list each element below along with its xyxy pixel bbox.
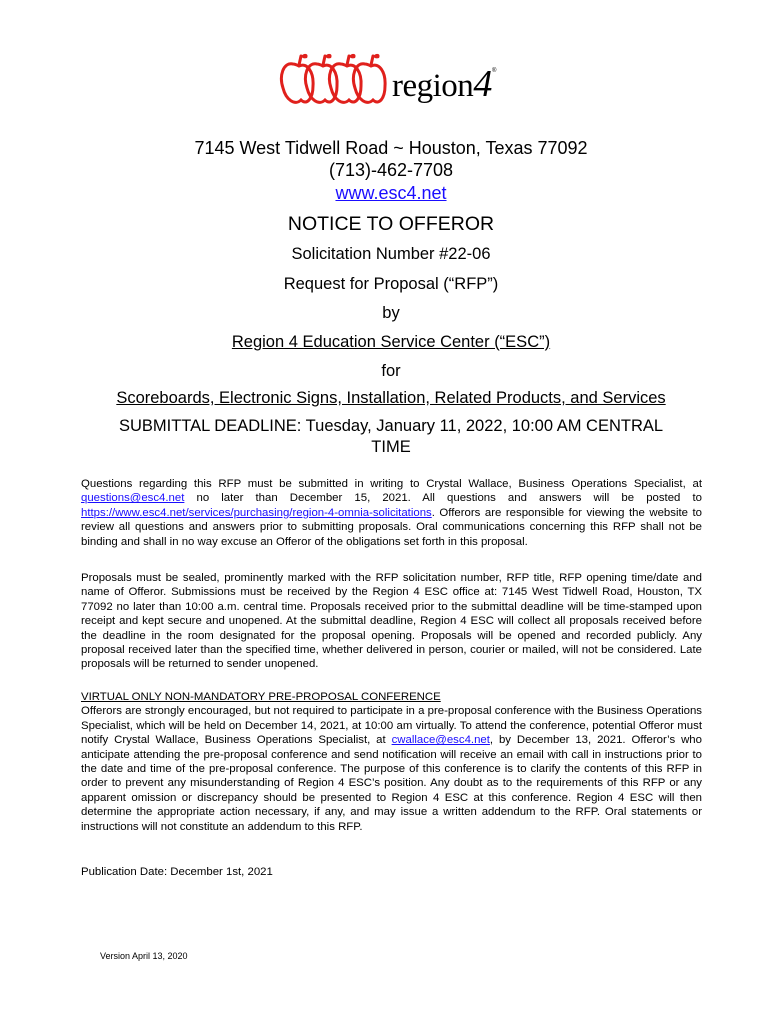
questions-email-link[interactable]: questions@esc4.net [81,492,185,505]
region4-logo [279,50,501,112]
logo-wordmark: region4 [392,63,492,105]
version-footer: Version April 13, 2020 [100,951,188,961]
solicitation-number: Solicitation Number #22-06 [291,245,491,263]
deadline-line-2: TIME [371,438,411,456]
conference-heading: VIRTUAL ONLY NON-MANDATORY PRE-PROPOSAL CONFERENCE [81,691,441,703]
issuer-line: Region 4 Education Service Center (“ESC”) [231,333,551,351]
registered-mark: ® [492,68,497,74]
by-line: by [382,304,400,322]
proposals-paragraph: Proposals must be sealed, prominently marked with the RFP solicitation number, RFP title, RFP opening time/date and name of Offeror. Submissions must be received by the Region 4 ESC office at: 7145 West Tidwell Road, Houston, TX 77092 no later than 10:00 a.m. central time. Proposals received prior to the submittal deadline will be time-stamped upon receipt and kept secure and unopened. At the submittal deadline, Region 4 ESC will collect all proposals received before the deadline in the room designated for the proposal opening. Proposals will be opened and recorded publicly. Any proposal received later than the specified time, whether delivered in person, courier or mailed, will not be considered. Late proposals will be returned to sender unopened. [81,572,702,671]
phone-line: (713)-462-7708 [328,160,454,180]
website-link[interactable]: www.esc4.net [335,183,447,203]
address-line: 7145 West Tidwell Road ~ Houston, Texas 77092 [194,138,588,158]
cwallace-email-link[interactable]: cwallace@esc4.net [391,734,490,747]
subject-line: Scoreboards, Electronic Signs, Installation, Related Products, and Services [116,389,666,407]
notice-title: NOTICE TO OFFEROR [287,213,495,235]
apple-icons [279,50,394,112]
conference-paragraph: VIRTUAL ONLY NON-MANDATORY PRE-PROPOSAL CONFERENCE Offerors are strongly encouraged, but not required to participate in a pre-proposal conference with the Business Operations Specialist, which will be held on December 14, 2021, at 10:00 am virtually. To attend the conference, potential Offeror must notify Crystal Wallace, Business Operations Specialist, at cwallace@esc4.net, by December 13, 2021. Offeror’s who anticipate attending the pre-proposal conference and send notification will receive an email with call in instructions prior to the date and time of the pre-proposal conference. The purpose of this conference is to clarify the contents of this RFP in order to prevent any misunderstanding of Region 4 ESC’s position. Any doubt as to the requirements of this RFP or any apparent omission or discrepancy should be presented to Region 4 ESC at this conference. Region 4 ESC will then determine the appropriate action necessary, if any, and may issue a written addendum to the RFP. Oral statements or instructions will not constitute an addendum to this RFP. [81,691,702,833]
rfp-line: Request for Proposal (“RFP”) [283,275,499,293]
deadline-line-1: SUBMITTAL DEADLINE: Tuesday, January 11, 2022, 10:00 AM CENTRAL [118,417,664,435]
publication-date: Publication Date: December 1st, 2021 [81,866,273,878]
questions-paragraph: Questions regarding this RFP must be submitted in writing to Crystal Wallace, Business Operations Specialist, at questions@esc4.net no later than December 15, 2021. All questions and answers will be posted to https://www.esc4.net/services/purchasing/region-4-omnia-solicitations. Offerors are responsible for viewing the website to review all questions and answers prior to submitting proposals. Oral communications concerning this RFP shall not be binding and shall in no way excuse an Offeror of the obligations set forth in this proposal. [81,478,702,548]
solicitations-url-link[interactable]: https://www.esc4.net/services/purchasing/region-4-omnia-solicitations [81,506,432,519]
for-line: for [381,362,401,380]
